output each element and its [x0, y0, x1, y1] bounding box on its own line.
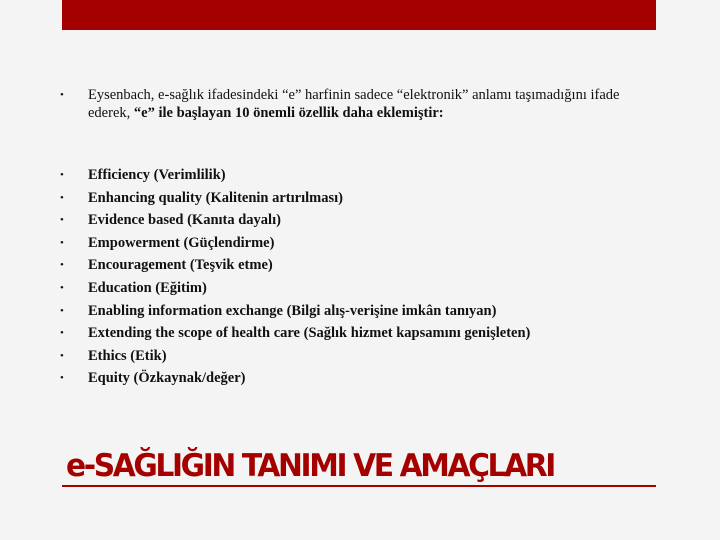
bullet-icon: • — [60, 89, 64, 101]
list-item-text: Education (Eğitim) — [88, 279, 207, 296]
list-item-text: Equity (Özkaynak/değer) — [88, 370, 246, 387]
bullet-icon: • — [60, 372, 64, 385]
bullet-icon: • — [60, 304, 64, 317]
list-item — [60, 256, 680, 279]
intro-paragraph — [60, 86, 640, 122]
top-accent-band — [62, 0, 656, 30]
title-underline — [62, 485, 656, 487]
bullet-icon: • — [60, 214, 64, 227]
bullet-icon: • — [60, 281, 64, 294]
list-item-text: Evidence based (Kanıta dayalı) — [88, 212, 281, 229]
list-item — [60, 302, 680, 325]
list-item — [60, 234, 680, 257]
list-item — [60, 166, 680, 189]
list-item-text: Ethics (Etik) — [88, 347, 167, 364]
list-item-text: Empowerment (Güçlendirme) — [88, 234, 275, 251]
list-item — [60, 324, 680, 347]
slide-title: e-SAĞLIĞIN TANIMI VE AMAÇLARI — [66, 448, 554, 484]
list-item-text: Enhancing quality (Kalitenin artırılması) — [88, 189, 343, 206]
list-item — [60, 347, 680, 370]
bullet-icon: • — [60, 327, 64, 340]
list-item — [60, 211, 680, 234]
intro-text: Eysenbach, e-sağlık ifadesindeki “e” harfinin sadece “elektronik” anlamı taşımadığını ifade ederek, — [88, 87, 620, 121]
list-item — [60, 369, 680, 392]
list-item — [60, 279, 680, 302]
bullet-icon: • — [60, 169, 64, 181]
list-item-text: Encouragement (Teşvik etme) — [88, 257, 273, 274]
feature-list — [60, 166, 680, 392]
bullet-icon: • — [60, 191, 64, 204]
bullet-icon: • — [60, 349, 64, 362]
list-item-text: Efficiency (Verimlilik) — [88, 167, 226, 183]
bullet-icon: • — [60, 236, 64, 249]
list-item-text: Enabling information exchange (Bilgi alış-verişine imkân tanıyan) — [88, 302, 497, 319]
list-item-text: Extending the scope of health care (Sağlık hizmet kapsamını genişleten) — [88, 325, 531, 342]
list-item — [60, 189, 680, 212]
intro-text-bold: “e” ile başlayan 10 önemli özellik daha eklemiştir: — [133, 105, 444, 121]
bullet-icon: • — [60, 259, 64, 272]
